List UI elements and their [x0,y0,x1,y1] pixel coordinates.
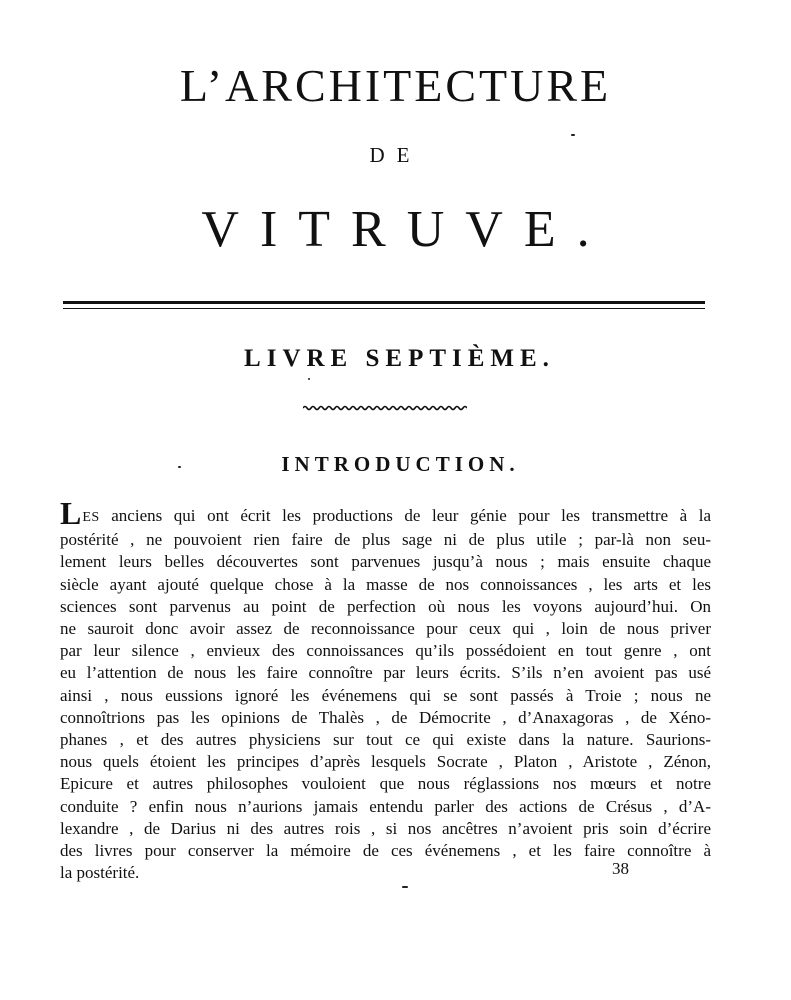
paragraph-line: lement leurs belles découvertes sont parvenues jusqu’à nous ; mais ensuite chaque [60,552,711,572]
paragraph-line: ainsi , nous eussions ignoré les événemens qui se sont passés à Troie ; nous ne [60,685,711,705]
paragraph-line: la postérité. [60,863,140,883]
paragraph-line: par leur silence , envieux des connoissances qu’ils possédoient en tout genre , ont [60,641,711,661]
paragraph-line: conduite ? enfin nous n’aurions jamais entendu parler des actions de Crésus , d’A- [60,796,711,816]
print-speck [178,466,181,468]
title-connector: DE [369,143,422,167]
paragraph-line: connoîtrions pas les opinions de Thalès , de Démocrite , d’Anaxagoras , de Xéno- [60,707,711,727]
thin-rule [63,308,705,309]
ornamental-wavy-rule [303,404,467,412]
double-rule-divider [63,301,705,311]
page-number: 38 [612,859,629,878]
paragraph-line: lexandre , de Darius ni des autres rois , si nos ancêtres n’avoient pris soin d’écrire [60,818,711,838]
lead-word-small-caps: ES [82,510,100,525]
author-name: VITRUVE. [201,201,611,258]
drop-cap: L [60,495,82,531]
paragraph-line: siècle ayant ajouté quelque chose à la masse de nos connoissances , les arts et les [60,574,711,594]
paragraph-line: postérité , ne pouvoient rien faire de plus sage ni de plus utile ; par-là non seu- [60,530,711,550]
print-speck [402,886,408,888]
paragraph-line: nous quels étoient les principes d’après lesquels Socrate , Platon , Aristote , Zénon, [60,752,711,772]
print-speck [571,134,575,136]
thick-rule [63,301,705,304]
body-paragraph [60,495,711,884]
paragraph-line: phanes , et des autres physiciens sur tout ce qui existe dans la nature. Saurions- [60,730,711,750]
work-title: L’ARCHITECTURE [179,60,612,111]
book-heading: LIVRE SEPTIÈME. [244,345,555,372]
line-text: anciens qui ont écrit les productions de leur génie pour les transmettre à la [99,506,711,525]
paragraph-line: sciences sont parvenus au point de perfection où nous les voyons aujourd’hui. On [60,596,711,616]
section-heading: INTRODUCTION. [281,452,520,476]
paragraph-line: ne sauroit donc avoir assez de reconnoissance pour ceux qui , loin de nous priver [60,619,711,639]
paragraph-line: eu l’attention de nous les faire connoître par leurs écrits. S’ils n’en avoient pas usé [60,663,711,683]
paragraph-line [60,495,711,531]
print-speck [308,378,310,380]
paragraph-line: des livres pour conserver la mémoire de ces événemens , et les faire connoître à [60,841,711,861]
paragraph-line: Epicure et autres philosophes vouloient que nous réglassions nos mœurs et notre [60,774,711,794]
